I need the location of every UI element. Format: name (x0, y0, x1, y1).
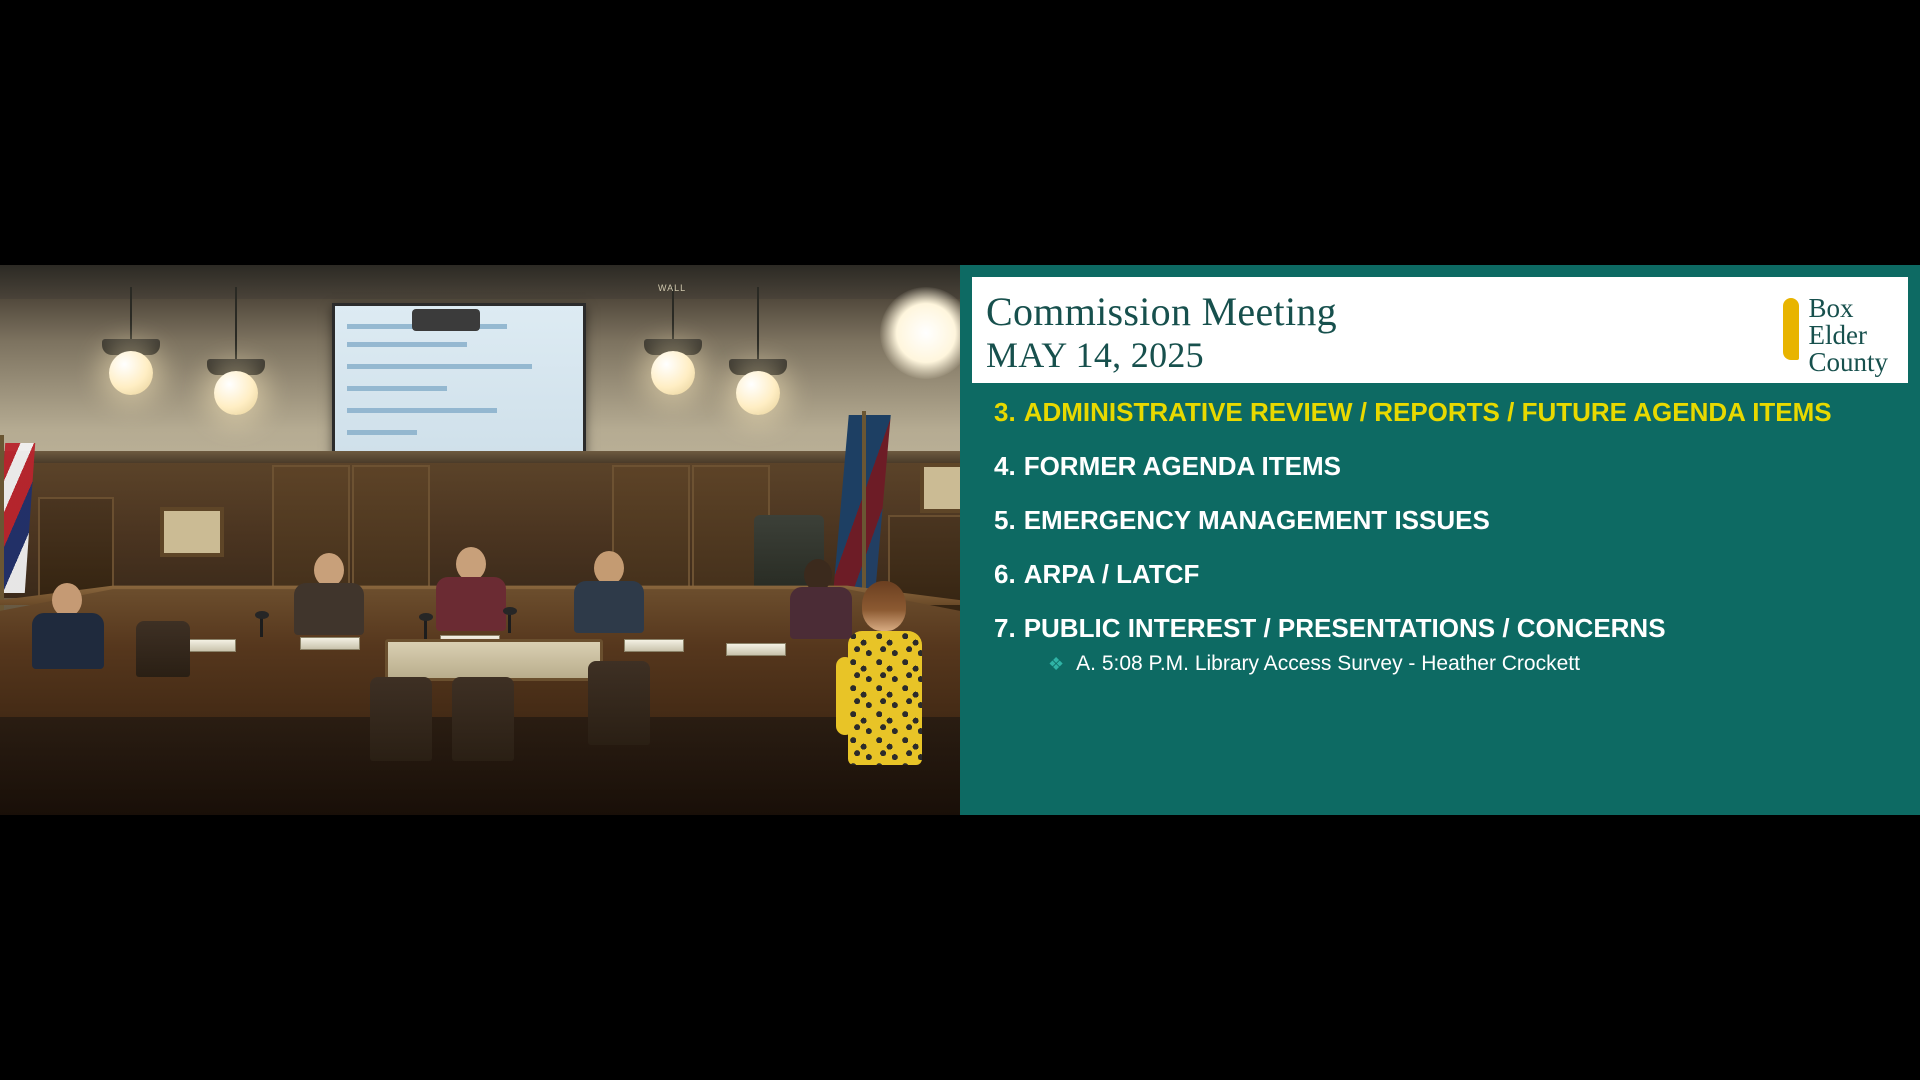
wall-trim (0, 451, 960, 463)
nameplate (624, 639, 684, 652)
standing-person-body (848, 631, 922, 765)
door-right (612, 465, 690, 597)
bookshelf-left (38, 497, 114, 597)
lamp-globe-3 (651, 351, 695, 395)
logo-line-1: Box (1808, 293, 1854, 323)
agenda-item-4 (994, 451, 1896, 481)
wall-picture (160, 507, 224, 557)
lamp-cord-2 (235, 287, 237, 365)
microphone-head (503, 607, 517, 615)
lamp-globe-4 (736, 371, 780, 415)
logo-text (1808, 295, 1888, 376)
agenda-item-5-text: EMERGENCY MANAGEMENT ISSUES (1023, 505, 1490, 535)
nameplate (300, 637, 360, 650)
agenda-list (994, 397, 1896, 677)
logo-mark-icon (1783, 298, 1799, 360)
wall-picture-right (920, 463, 960, 513)
microphone-head (255, 611, 269, 619)
lamp-cord-4 (757, 287, 759, 365)
agenda-sub-item-7a (1048, 651, 1896, 677)
slide-body (964, 269, 1916, 815)
agenda-item-7-text: PUBLIC INTEREST / PRESENTATIONS / CONCERNS (1023, 613, 1666, 643)
agenda-item-3 (994, 397, 1896, 427)
chair-right (588, 661, 650, 745)
meeting-video-feed[interactable] (0, 265, 960, 815)
slide-date: MAY 14, 2025 (986, 335, 1204, 375)
logo-line-2: Elder (1808, 320, 1867, 350)
agenda-item-7-number: 7. (994, 613, 1016, 643)
slide-title: Commission Meeting (986, 289, 1337, 334)
agenda-item-4-text: FORMER AGENDA ITEMS (1023, 451, 1341, 481)
standing-person-head (862, 581, 906, 631)
microphone (260, 617, 263, 637)
center-table (385, 639, 603, 681)
ceiling-projector (412, 309, 480, 331)
microphone (424, 619, 427, 639)
nameplate (726, 643, 786, 656)
logo-line-3: County (1808, 347, 1888, 377)
ceiling (0, 265, 960, 299)
lamp-cord-1 (130, 287, 132, 345)
agenda-item-5-number: 5. (994, 505, 1016, 535)
presentation-slide[interactable] (960, 265, 1920, 815)
diamond-bullet-icon: ❖ (1048, 654, 1065, 674)
chair-center (452, 677, 514, 761)
chair-left (370, 677, 432, 761)
agenda-item-6-text: ARPA / LATCF (1023, 559, 1200, 589)
lamp-globe-2 (214, 371, 258, 415)
box-elder-county-logo (1783, 295, 1888, 376)
wall-sign: WALL (658, 283, 687, 293)
microphone-head (419, 613, 433, 621)
agenda-item-6 (994, 559, 1896, 589)
microphone (508, 613, 511, 633)
agenda-item-5 (994, 505, 1896, 535)
lamp-globe-1 (109, 351, 153, 395)
agenda-item-3-number: 3. (994, 397, 1016, 427)
chair-far-left (136, 621, 190, 677)
door-left-2 (352, 465, 430, 597)
lamp-cord-3 (672, 287, 674, 345)
slide-header (970, 275, 1910, 385)
agenda-item-7 (994, 613, 1896, 643)
agenda-item-4-number: 4. (994, 451, 1016, 481)
agenda-sub-item-7a-text: A. 5:08 P.M. Library Access Survey - Heather Crockett (1076, 652, 1580, 675)
agenda-item-3-text: ADMINISTRATIVE REVIEW / REPORTS / FUTURE AGENDA ITEMS (1023, 397, 1832, 427)
agenda-item-6-number: 6. (994, 559, 1016, 589)
